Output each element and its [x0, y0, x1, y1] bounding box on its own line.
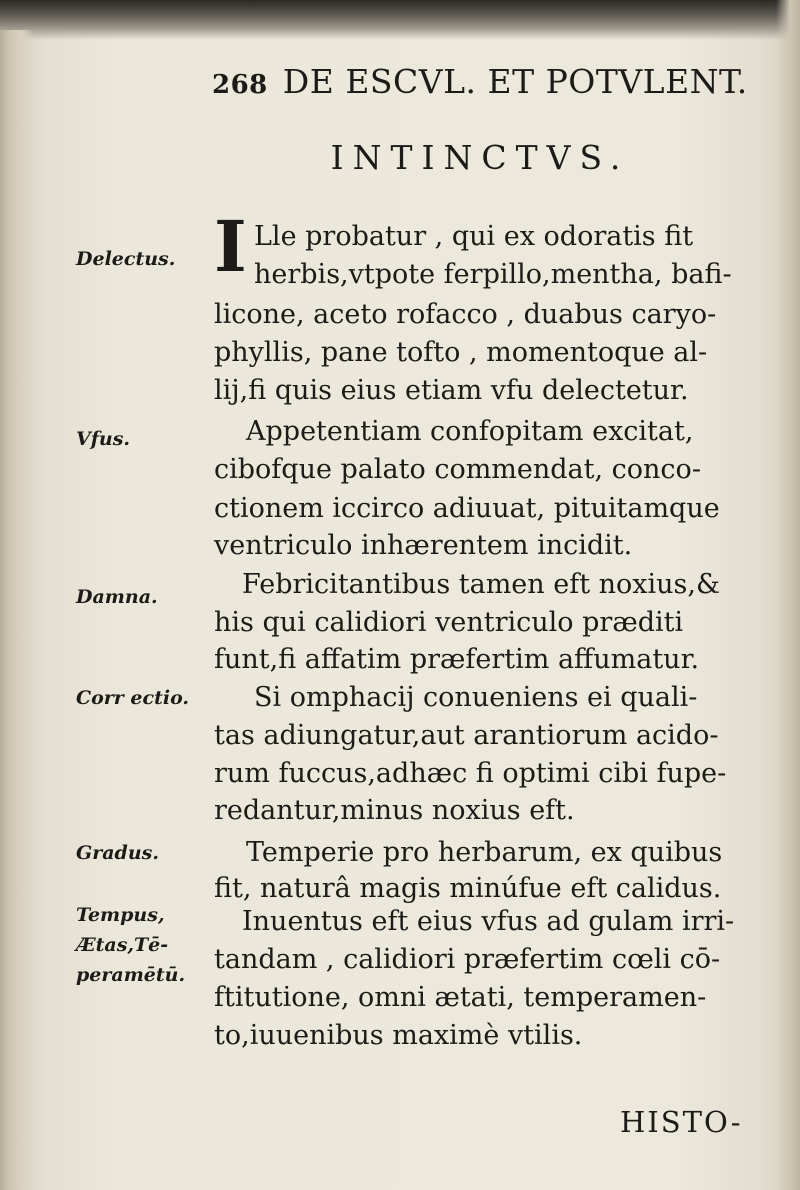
- page-gutter: [0, 30, 34, 1190]
- text-line: Si omphacij conueniens ei quali-: [254, 682, 698, 713]
- text-line: fit, naturâ magis minúfue eft calidus.: [214, 873, 722, 904]
- running-header: [212, 62, 772, 106]
- page-shadow-top: [0, 0, 800, 40]
- text-line: lij,fi quis eius etiam vfu delectetur.: [214, 375, 689, 406]
- text-line: licone, aceto rofacco , duabus caryo-: [214, 299, 717, 330]
- text-line: herbis,vtpote ferpillo,mentha, bafi-: [254, 259, 732, 290]
- margin-note-gradus: Gradus.: [76, 842, 159, 864]
- margin-note-vsus: Vfus.: [76, 428, 131, 450]
- text-line: ventriculo inhærentem incidit.: [214, 530, 633, 561]
- margin-note-correctio: Corr ectio.: [76, 687, 190, 709]
- text-line: ftitutione, omni ætati, temperamen-: [214, 982, 707, 1013]
- text-line: funt,fi affatim præfertim affumatur.: [214, 644, 700, 675]
- text-line: Temperie pro herbarum, ex quibus: [246, 837, 723, 868]
- margin-note-aetas: Ætas,Tē-: [76, 934, 169, 956]
- drop-cap: I: [214, 205, 247, 288]
- margin-note-delectus: Delectus.: [76, 248, 176, 270]
- text-line: ctionem iccirco adiuuat, pituitamque: [214, 493, 720, 524]
- text-line: redantur,minus noxius eft.: [214, 795, 575, 826]
- catchword: HISTO-: [620, 1105, 743, 1139]
- text-line: his qui calidiori ventriculo præditi: [214, 607, 684, 638]
- page-number: 268: [212, 70, 268, 100]
- text-line: tandam , calidiori præfertim cœli cō-: [214, 944, 721, 975]
- text-line: tas adiungatur,aut arantiorum acido-: [214, 720, 719, 751]
- margin-note-tempus: Tempus,: [76, 904, 165, 926]
- text-line: rum fuccus,adhæc fi optimi cibi fupe-: [214, 758, 727, 789]
- text-line: Appetentiam confopitam excitat,: [246, 416, 694, 447]
- text-line: phyllis, pane tofto , momentoque al-: [214, 337, 708, 368]
- text-line: to,iuuenibus maximè vtilis.: [214, 1020, 583, 1051]
- text-line: Lle probatur , qui ex odoratis fit: [254, 221, 694, 252]
- text-line: cibofque palato commendat, conco-: [214, 454, 701, 485]
- text-line: Febricitantibus tamen eft noxius,&: [242, 569, 721, 600]
- section-title: INTINCTVS.: [330, 138, 630, 177]
- margin-note-damna: Damna.: [76, 586, 158, 608]
- text-line: Inuentus eft eius vfus ad gulam irri-: [242, 906, 735, 937]
- running-title: DE ESCVL. ET POTVLENT.: [282, 62, 748, 101]
- margin-note-temperamentum: peramētū.: [76, 964, 186, 986]
